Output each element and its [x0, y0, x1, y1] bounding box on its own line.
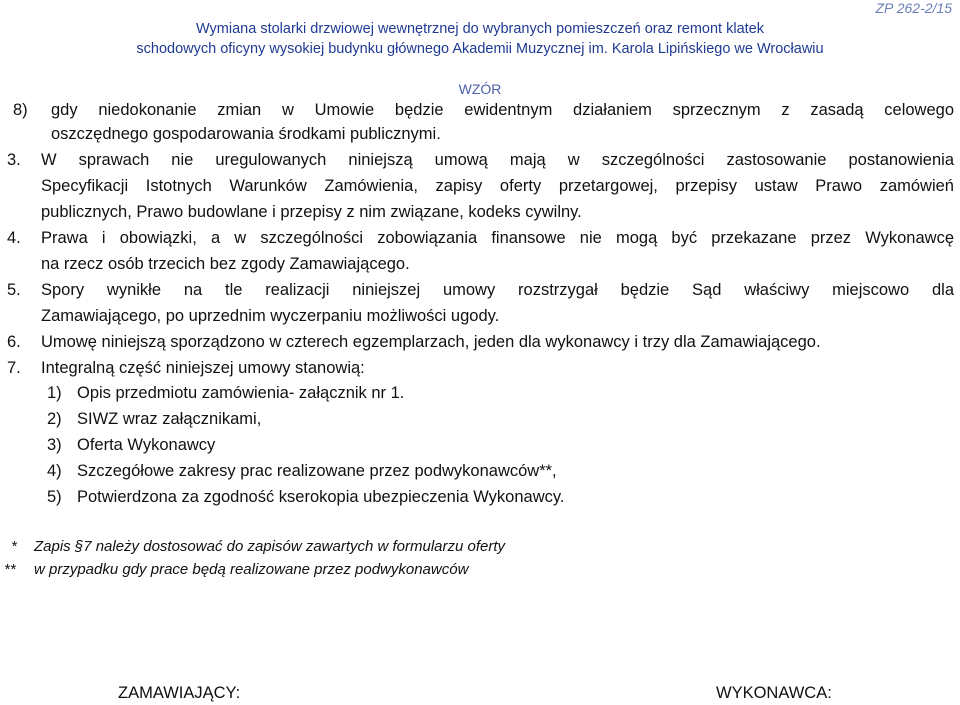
attachment-text: SIWZ wraz załącznikami, [77, 410, 262, 428]
signature-employer: ZAMAWIAJĄCY: [118, 684, 241, 702]
attachment-number: 5) [47, 488, 62, 506]
section-3-line-2: Specyfikacji Istotnych Warunków Zamówienia, zapisy oferty przetargowej, przepisy ustaw Prawo zamówień [41, 177, 954, 195]
attachment-text: Potwierdzona za zgodność kserokopia ubezpieczenia Wykonawcy. [77, 488, 565, 506]
section-4-number: 4. [7, 229, 21, 247]
section-6-number: 6. [7, 333, 21, 351]
attachment-number: 4) [47, 462, 62, 480]
section-5-line-1: Spory wynikłe na tle realizacji niniejszej umowy rozstrzygał będzie Sąd właściwy miejscowo dla [41, 281, 954, 299]
attachment-text: Oferta Wykonawcy [77, 436, 216, 454]
attachment-number: 2) [47, 410, 62, 428]
section-5-line-2: Zamawiającego, po uprzednim wyczerpaniu możliwości ugody. [41, 307, 500, 325]
section-3-number: 3. [7, 151, 21, 169]
section-4-line-1: Prawa i obowiązki, a w szczególności zobowiązania finansowe nie mogą być przekazane przez Wykonawcę [41, 229, 954, 247]
signature-contractor: WYKONAWCA: [716, 684, 832, 702]
section-4-line-2: na rzecz osób trzecich bez zgody Zamawiającego. [41, 255, 410, 273]
footnote-mark: ** [4, 561, 16, 578]
item-8-line-2: oszczędnego gospodarowania środkami publicznymi. [51, 125, 441, 143]
item-8-line-1: gdy niedokonanie zmian w Umowie będzie ewidentnym działaniem sprzecznym z zasadą celowego [51, 101, 954, 119]
header-title-line-1: Wymiana stolarki drzwiowej wewnętrznej do wybranych pomieszczeń oraz remont klatek [195, 21, 764, 37]
attachment-number: 3) [47, 436, 62, 454]
template-label: WZÓR [458, 81, 502, 97]
section-5-number: 5. [7, 281, 21, 299]
section-3-line-3: publicznych, Prawo budowlane i przepisy z nim związane, kodeks cywilny. [41, 203, 582, 221]
footnote-text: Zapis §7 należy dostosować do zapisów zawartych w formularzu oferty [34, 538, 506, 555]
section-7-line-1: Integralną część niniejszej umowy stanowią: [41, 359, 365, 377]
attachment-number: 1) [47, 384, 62, 402]
section-6-line-1: Umowę niniejszą sporządzono w czterech egzemplarzach, jeden dla wykonawcy i trzy dla Zamawiającego. [41, 333, 821, 351]
item-8-number: 8) [13, 101, 28, 119]
header-title-line-2: schodowych oficyny wysokiej budynku głównego Akademii Muzycznej im. Karola Lipińskiego we Wrocławiu [136, 41, 824, 57]
attachment-text: Szczegółowe zakresy prac realizowane przez podwykonawców**, [77, 462, 557, 480]
document-reference: ZP 262-2/15 [875, 0, 952, 16]
section-3-line-1: W sprawach nie uregulowanych niniejszą umową mają w szczególności zastosowanie postanowienia [41, 151, 954, 169]
section-7-number: 7. [7, 359, 21, 377]
footnote-mark: * [11, 538, 17, 555]
footnote-text: w przypadku gdy prace będą realizowane przez podwykonawców [34, 561, 469, 578]
attachment-text: Opis przedmiotu zamówienia- załącznik nr 1. [77, 384, 405, 402]
